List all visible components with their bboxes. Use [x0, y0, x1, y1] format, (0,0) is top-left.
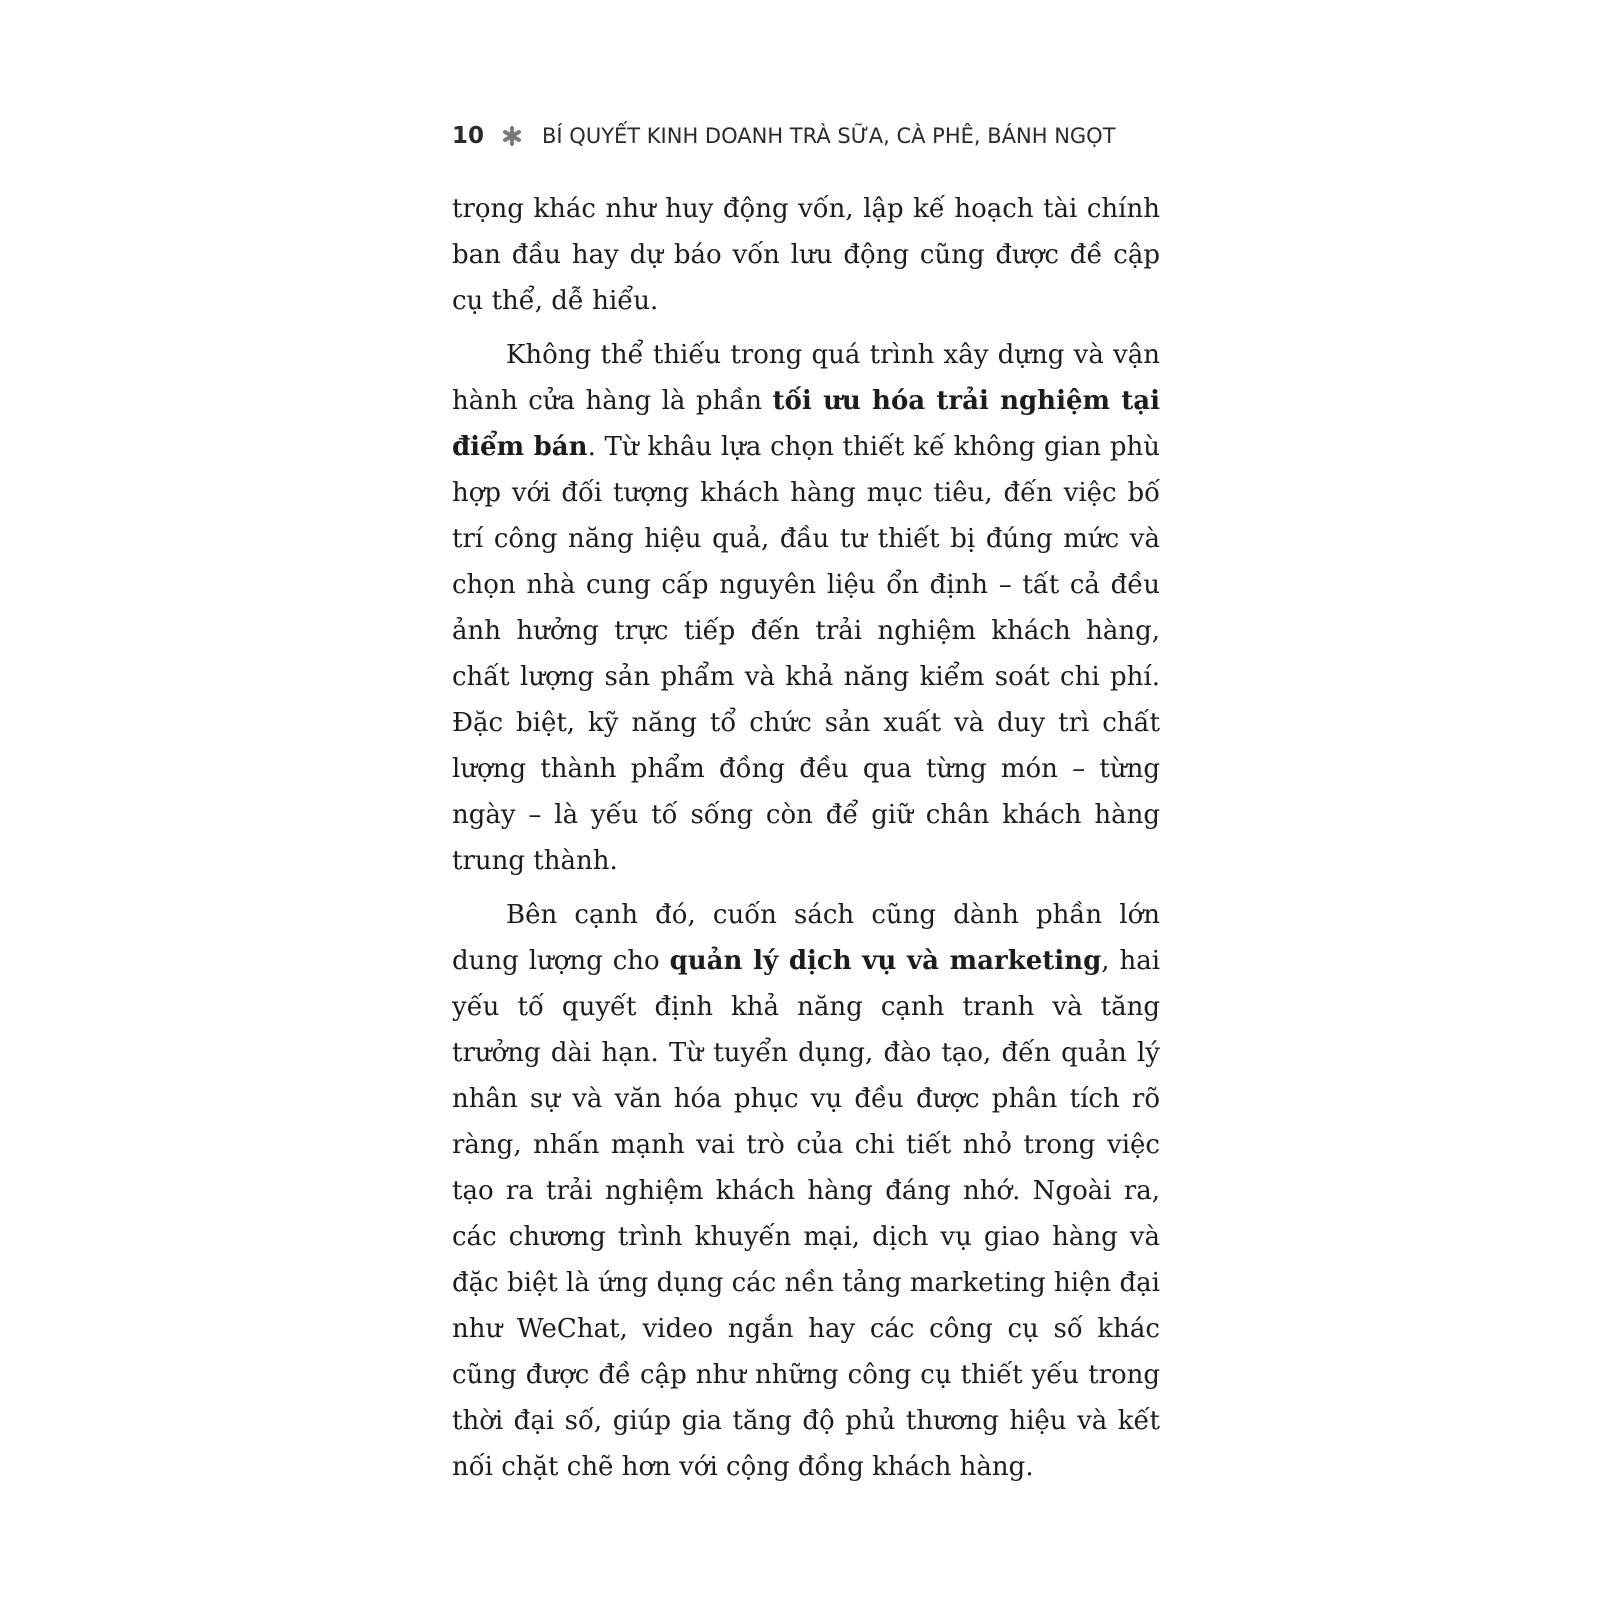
paragraph-1-text: trọng khác như huy động vốn, lập kế hoạch tài chính ban đầu hay dự báo vốn lưu động cũng được đề cập cụ thể, dễ hiểu.	[452, 194, 1160, 316]
paragraph-3-text-before: Bên cạnh đó, cuốn sách cũng dành phần lớn dung lượng cho	[452, 900, 1160, 976]
paragraph-2	[452, 332, 1160, 884]
paragraph-3-bold-phrase: quản lý dịch vụ và marketing	[669, 946, 1102, 976]
body-text	[452, 186, 1160, 1498]
book-title: BÍ QUYẾT KINH DOANH TRÀ SỮA, CÀ PHÊ, BÁNH NGỌT	[542, 124, 1116, 148]
paragraph-3	[452, 892, 1160, 1490]
page-number: 10	[452, 123, 485, 149]
paragraph-3-text-after: , hai yếu tố quyết định khả năng cạnh tranh và tăng trưởng dài hạn. Từ tuyển dụng, đào tạo, đến quản lý nhân sự và văn hóa phục vụ đều được phân tích rõ ràng, nhấn mạnh vai trò của chi tiết nhỏ trong việc tạo ra trải nghiệm khách hàng đáng nhớ. Ngoài ra, các chương trình khuyến mại, dịch vụ giao hàng và đặc biệt là ứng dụng các nền tảng marketing hiện đại như WeChat, video ngắn hay các công cụ số khác cũng được đề cập như những công cụ thiết yếu trong thời đại số, giúp gia tăng độ phủ thương hiệu và kết nối chặt chẽ hơn với cộng đồng khách hàng.	[452, 946, 1161, 1482]
paragraph-2-text-after: . Từ khâu lựa chọn thiết kế không gian phù hợp với đối tượng khách hàng mục tiêu, đến việc bố trí công năng hiệu quả, đầu tư thiết bị đúng mức và chọn nhà cung cấp nguyên liệu ổn định – tất cả đều ảnh hưởng trực tiếp đến trải nghiệm khách hàng, chất lượng sản phẩm và khả năng kiểm soát chi phí. Đặc biệt, kỹ năng tổ chức sản xuất và duy trì chất lượng thành phẩm đồng đều qua từng món – từng ngày – là yếu tố sống còn để giữ chân khách hàng trung thành.	[452, 432, 1160, 876]
paragraph-2-text-before: Không thể thiếu trong quá trình xây dựng và vận hành cửa hàng là phần	[452, 340, 1160, 416]
paragraph-2-bold-phrase: tối ưu hóa trải nghiệm tại điểm bán	[452, 386, 1161, 462]
asterisk-icon	[502, 126, 522, 146]
paragraph-1	[452, 186, 1160, 324]
running-header	[452, 116, 1116, 156]
